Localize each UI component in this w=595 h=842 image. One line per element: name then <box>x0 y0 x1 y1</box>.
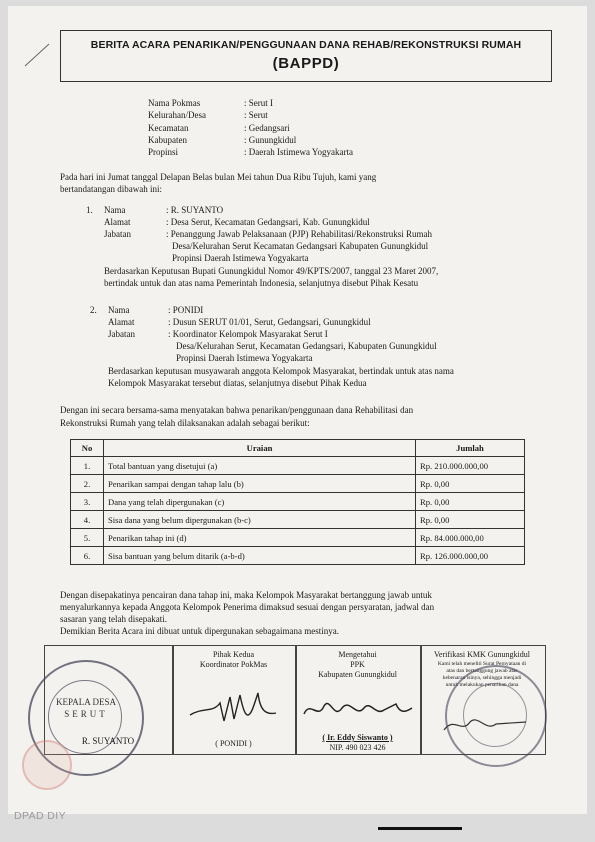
row-desc: Dana yang telah dipergunakan (c) <box>104 493 416 511</box>
sig-note: kebenaran isinya, sehingga menjadi <box>442 675 522 681</box>
info-label: Nama Pokmas <box>148 98 201 108</box>
table-row <box>71 547 525 565</box>
field-value-cont: Propinsi Daerah Istimewa Yogyakarta <box>176 353 313 363</box>
field-label: Nama <box>104 205 126 215</box>
sig-name: ( PONIDI ) <box>215 739 252 748</box>
sig-name: R. SUYANTO <box>81 736 135 746</box>
row-no: 5. <box>71 529 104 547</box>
signature-ppk <box>300 690 415 730</box>
sig-note: untuk melakukan penarikan dana <box>445 682 519 688</box>
row-amount: Rp. 84.000.000,00 <box>416 529 525 547</box>
row-desc: Penarikan tahap ini (d) <box>104 529 416 547</box>
row-no: 2. <box>71 475 104 493</box>
signature-ponidi <box>188 685 278 730</box>
info-label: Kabupaten <box>148 135 187 145</box>
bottom-bar <box>378 827 462 830</box>
info-label: Kecamatan <box>148 123 189 133</box>
field-value: : Dusun SERUT 01/01, Serut, Gedangsari, Gunungkidul <box>168 317 371 327</box>
field-label: Alamat <box>104 217 131 227</box>
field-label: Nama <box>108 305 130 315</box>
table-row <box>71 475 525 493</box>
watermark-text: DPAD DIY <box>14 810 67 822</box>
table-row <box>71 511 525 529</box>
sig-title: Verifikasi KMK Gunungkidul <box>434 650 530 659</box>
col-header-no: No <box>71 440 104 457</box>
sig-nip: NIP. 490 023 426 <box>329 743 386 752</box>
row-amount: Rp. 0,00 <box>416 511 525 529</box>
col-header-jumlah: Jumlah <box>416 440 525 457</box>
document-title: BERITA ACARA PENARIKAN/PENGGUNAAN DANA REHAB/REKONSTRUKSI RUMAH <box>90 39 522 51</box>
closing-line-4: Demikian Berita Acara ini dibuat untuk dipergunakan sebagaimana mestinya. <box>60 626 339 636</box>
table-row <box>71 457 525 475</box>
row-desc: Sisa dana yang belum dipergunakan (b-c) <box>104 511 416 529</box>
basis-line: Kelompok Masyarakat tersebut diatas, selanjutnya disebut Pihak Kedua <box>108 378 367 388</box>
basis-line: bertindak untuk dan atas nama Pemerintah Indonesia, selanjutnya disebut Pihak Kesatu <box>104 278 419 288</box>
stamp-text: KEPALA DESA <box>56 697 116 707</box>
row-no: 3. <box>71 493 104 511</box>
field-value-cont: Desa/Kelurahan Serut, Kecamatan Gedangsari, Kabupaten Gunungkidul <box>176 341 437 351</box>
info-value: : Serut <box>244 110 268 120</box>
opening-line-2: bertandatangan dibawah ini: <box>60 184 162 194</box>
closing-line-1: Dengan disepakatinya pencairan dana tahap ini, maka Kelompok Masyarakat bertanggung jawab untuk <box>60 590 432 600</box>
field-value: : Koordinator Kelompok Masyarakat Serut I <box>168 329 328 339</box>
title-box <box>60 30 552 82</box>
statement-line-1: Dengan ini secara bersama-sama menyatakan bahwa penarikan/penggunaan dana Rehabilitasi dan <box>60 405 414 415</box>
info-value: : Serut I <box>244 98 273 108</box>
pen-mark <box>22 40 52 70</box>
sig-title: Pihak Kedua <box>212 650 255 659</box>
row-amount: Rp. 0,00 <box>416 475 525 493</box>
sig-name: ( Ir. Eddy Siswanto ) <box>322 733 393 742</box>
party-number: 2. <box>90 305 97 315</box>
col-header-uraian: Uraian <box>104 440 416 457</box>
row-no: 1. <box>71 457 104 475</box>
party-number: 1. <box>86 205 93 215</box>
row-desc: Sisa bantuan yang belum ditarik (a-b-d) <box>104 547 416 565</box>
info-value: : Gunungkidul <box>244 135 297 145</box>
sig-subtitle: Koordinator PokMas <box>199 660 268 669</box>
sig-note: Kami telah meneliti Surat Pernyataan di <box>437 661 527 667</box>
statement-line-2: Rekonstruksi Rumah yang telah dilaksanakan adalah sebagai berikut: <box>60 418 310 428</box>
document-abbr: (BAPPD) <box>272 55 340 72</box>
info-label: Kelurahan/Desa <box>148 110 206 120</box>
basis-line: Berdasarkan Keputusan Bupati Gunungkidul Nomor 49/KPTS/2007, tanggal 23 Maret 2007, <box>104 266 439 276</box>
sig-title: Mengetahui <box>338 650 377 659</box>
field-value: : PONIDI <box>168 305 204 315</box>
sig-note: atas dan bertanggung jawab atas <box>446 668 518 674</box>
sig-subtitle: Kabupaten Gunungkidul <box>318 670 397 679</box>
row-no: 4. <box>71 511 104 529</box>
row-desc: Penarikan sampai dengan tahap lalu (b) <box>104 475 416 493</box>
field-value: : R. SUYANTO <box>166 205 224 215</box>
stamp-text: SERUT <box>64 709 108 719</box>
row-amount: Rp. 210.000.000,00 <box>416 457 525 475</box>
row-amount: Rp. 0,00 <box>416 493 525 511</box>
field-value-cont: Propinsi Daerah Istimewa Yogyakarta <box>172 253 309 263</box>
closing-line-3: sasaran yang telah disepakati. <box>60 614 167 624</box>
field-label: Jabatan <box>104 229 131 239</box>
field-label: Jabatan <box>108 329 135 339</box>
row-no: 6. <box>71 547 104 565</box>
closing-line-2: menyalurkannya kepada Anggota Kelompok Penerima dimaksud sesuai dengan persyaratan, jadwal dan <box>60 602 435 612</box>
info-value: : Gedangsari <box>244 123 290 133</box>
field-value-cont: Desa/Kelurahan Serut Kecamatan Gedangsari Kabupaten Gunungkidul <box>172 241 429 251</box>
faint-logo <box>22 740 72 790</box>
row-amount: Rp. 126.000.000,00 <box>416 547 525 565</box>
fund-table <box>70 439 525 565</box>
info-value: : Daerah Istimewa Yogyakarta <box>244 147 353 157</box>
basis-line: Berdasarkan keputusan musyawarah anggota Kelompok Masyarakat, bertindak untuk atas nama <box>108 366 454 376</box>
field-value: : Penanggung Jawab Pelaksanaan (PJP) Rehabilitasi/Rekonstruksi Rumah <box>166 229 432 239</box>
table-header-row <box>71 440 525 457</box>
field-value: : Desa Serut, Kecamatan Gedangsari, Kab. Gunungkidul <box>166 217 370 227</box>
info-label: Propinsi <box>148 147 179 157</box>
sig-subtitle: PPK <box>350 660 365 669</box>
opening-line-1: Pada hari ini Jumat tanggal Delapan Belas bulan Mei tahun Dua Ribu Tujuh, kami yang <box>60 172 377 182</box>
signature-kmk <box>440 710 530 740</box>
table-row <box>71 493 525 511</box>
row-desc: Total bantuan yang disetujui (a) <box>104 457 416 475</box>
table-row <box>71 529 525 547</box>
field-label: Alamat <box>108 317 135 327</box>
